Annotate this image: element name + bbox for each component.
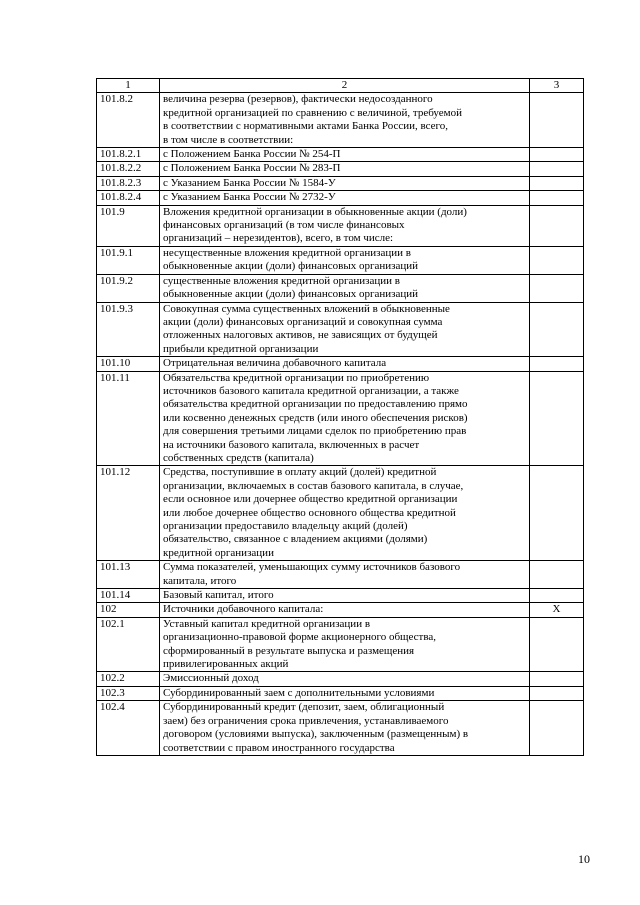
row-description: несущественные вложения кредитной организации в обыкновенные акции (доли) финансовых организаций (160, 246, 530, 274)
row-value: X (530, 603, 584, 617)
row-description: Средства, поступившие в оплату акций (долей) кредитной организации, включаемых в состав базового капитала, в случае, если основное или дочернее общество кредитной организации или любое дочернее общество основного общества кредитной организации предоставило владельцу акций (долей) обязательство, связанное с владением акциями (долями) кредитной организации (160, 466, 530, 561)
row-description: Базовый капитал, итого (160, 589, 530, 603)
row-description: Источники добавочного капитала: (160, 603, 530, 617)
row-value (530, 274, 584, 302)
table-row (97, 371, 584, 466)
row-value (530, 162, 584, 176)
row-value (530, 93, 584, 148)
row-code: 102 (97, 603, 160, 617)
row-description: Уставный капитал кредитной организации в организационно-правовой форме акционерного общества, сформированный в результате выпуска и размещения привилегированных акций (160, 617, 530, 672)
table-row (97, 603, 584, 617)
row-code: 102.4 (97, 701, 160, 756)
row-description: Субординированный заем с дополнительными условиями (160, 686, 530, 700)
row-value (530, 191, 584, 205)
row-description: с Положением Банка России № 283-П (160, 162, 530, 176)
row-value (530, 176, 584, 190)
table-row (97, 686, 584, 700)
table-row (97, 302, 584, 357)
row-value (530, 148, 584, 162)
page-number: 10 (578, 852, 590, 866)
table-row (97, 246, 584, 274)
table-row (97, 672, 584, 686)
table-row (97, 274, 584, 302)
row-code: 101.8.2.3 (97, 176, 160, 190)
row-description: Совокупная сумма существенных вложений в обыкновенные акции (доли) финансовых организаций и совокупная сумма отложенных налоговых активов, не зависящих от будущей прибыли кредитной организации (160, 302, 530, 357)
row-description: Обязательства кредитной организации по приобретению источников базового капитала кредитной организации, а также обязательства кредитной организации по предоставлению прямо или косвенно денежных средств (или иного обеспечения рисков) для совершения третьими лицами сделок по приобретению прав на источники базового капитала, включенных в расчет собственных средств (капитала) (160, 371, 530, 466)
row-description: Вложения кредитной организации в обыкновенные акции (доли) финансовых организаций (в том числе финансовых организаций – нерезидентов), всего, в том числе: (160, 205, 530, 246)
row-value (530, 686, 584, 700)
row-code: 101.9.1 (97, 246, 160, 274)
table-header-row (97, 79, 584, 93)
row-code: 101.9 (97, 205, 160, 246)
row-value (530, 466, 584, 561)
row-description: существенные вложения кредитной организации в обыкновенные акции (доли) финансовых организаций (160, 274, 530, 302)
row-code: 101.8.2.4 (97, 191, 160, 205)
table-row (97, 357, 584, 371)
table-row (97, 617, 584, 672)
row-description: Отрицательная величина добавочного капитала (160, 357, 530, 371)
row-value (530, 701, 584, 756)
row-value (530, 371, 584, 466)
table-row (97, 191, 584, 205)
row-code: 101.9.2 (97, 274, 160, 302)
table-row (97, 589, 584, 603)
row-description: Эмиссионный доход (160, 672, 530, 686)
row-code: 102.1 (97, 617, 160, 672)
row-value (530, 205, 584, 246)
row-code: 101.8.2.1 (97, 148, 160, 162)
row-code: 101.13 (97, 561, 160, 589)
row-code: 101.9.3 (97, 302, 160, 357)
table-row (97, 93, 584, 148)
column-header-code: 1 (97, 79, 160, 93)
row-description: Сумма показателей, уменьшающих сумму источников базового капитала, итого (160, 561, 530, 589)
row-code: 101.11 (97, 371, 160, 466)
row-code: 101.14 (97, 589, 160, 603)
table-row (97, 561, 584, 589)
table-row (97, 205, 584, 246)
row-value (530, 589, 584, 603)
row-value (530, 302, 584, 357)
row-code: 101.8.2 (97, 93, 160, 148)
row-description: с Положением Банка России № 254-П (160, 148, 530, 162)
table-row (97, 701, 584, 756)
row-code: 101.10 (97, 357, 160, 371)
row-code: 102.3 (97, 686, 160, 700)
column-header-name: 2 (160, 79, 530, 93)
row-value (530, 357, 584, 371)
row-code: 101.8.2.2 (97, 162, 160, 176)
column-header-value: 3 (530, 79, 584, 93)
row-description: Субординированный кредит (депозит, заем, облигационный заем) без ограничения срока привлечения, устанавливаемого договором (условиями выпуска), заключенным (размещенным) в соответствии с правом иностранного государства (160, 701, 530, 756)
table-row (97, 148, 584, 162)
row-description: с Указанием Банка России № 1584-У (160, 176, 530, 190)
row-code: 101.12 (97, 466, 160, 561)
row-value (530, 617, 584, 672)
row-value (530, 561, 584, 589)
row-description: с Указанием Банка России № 2732-У (160, 191, 530, 205)
row-description: величина резерва (резервов), фактически недосозданного кредитной организацией по сравнению с величиной, требуемой в соответствии с нормативными актами Банка России, всего, в том числе в соответствии: (160, 93, 530, 148)
row-value (530, 672, 584, 686)
row-value (530, 246, 584, 274)
table-row (97, 162, 584, 176)
row-code: 102.2 (97, 672, 160, 686)
table-row (97, 466, 584, 561)
indicator-table (96, 78, 584, 756)
table-row (97, 176, 584, 190)
